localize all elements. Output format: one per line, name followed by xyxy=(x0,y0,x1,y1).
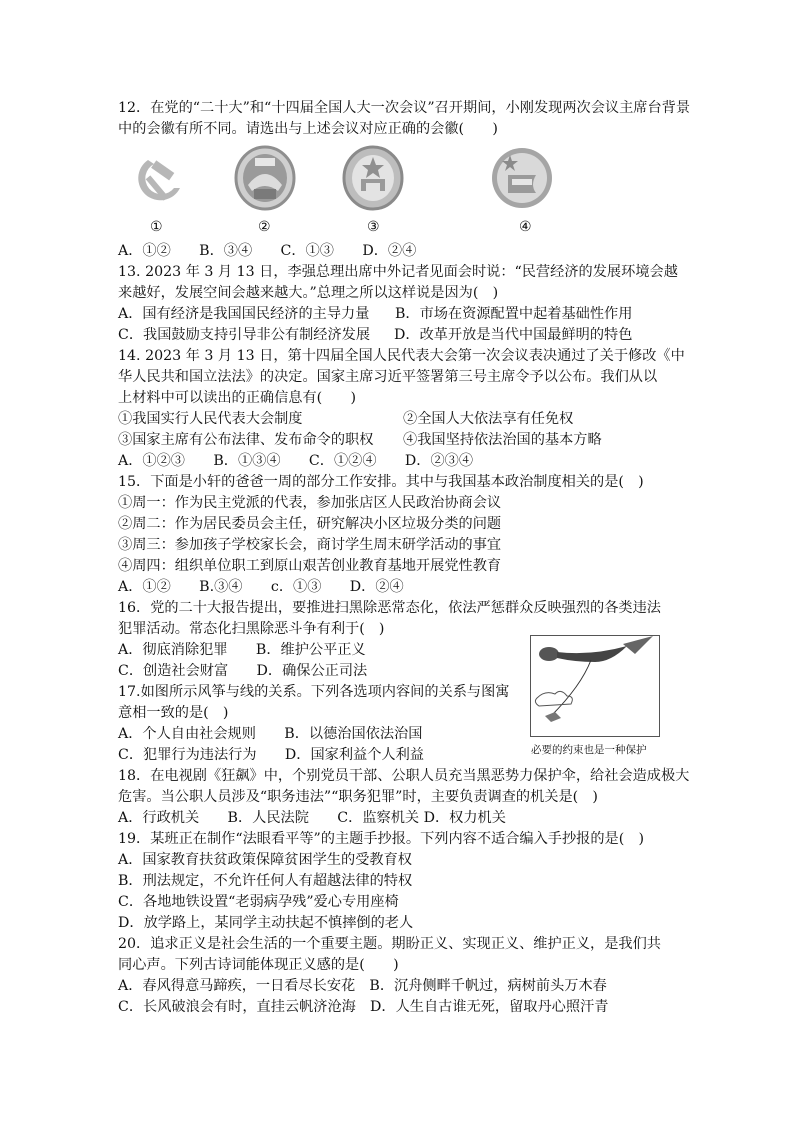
q14-item-2: ②全国人大依法享有任免权 xyxy=(403,411,574,427)
q15-stem: 15．下面是小轩的爸爸一周的部分工作安排。其中与我国基本政治制度相关的是( ) xyxy=(118,474,644,490)
youth-league-emblem-icon xyxy=(490,145,554,211)
q18-stem-line-2: 危害。当公职人员涉及“职务违法”“职务犯罪”时，主要负责调查的机关是( ) xyxy=(118,789,598,805)
q16-stem-line-2: 犯罪活动。常态化扫黑除恶斗争有利于( ) xyxy=(118,621,385,637)
q14-stem-line-1: 14. 2023 年 3 月 13 日，第十四届全国人民代表大会第一次会议表决通过了关于修改《中 xyxy=(118,348,685,364)
q18-stem-line-1: 18．在电视剧《狂飙》中，个别党员干部、公职人员充当黑恶势力保护伞，给社会造成极大 xyxy=(118,768,690,784)
q14-item-1: ①我国实行人民代表大会制度 xyxy=(118,411,303,427)
q18-options: A．行政机关 B．人民法院 C．监察机关 D．权力机关 xyxy=(118,810,506,826)
q15-item-4: ④周四：组织单位职工到原山艰苦创业教育基地开展党性教育 xyxy=(118,558,502,574)
q14-item-3: ③国家主席有公布法律、发布命令的职权 xyxy=(118,432,374,448)
q13-stem-line-2: 来越好，发展空间会越来越大。”总理之所以这样说是因为( ) xyxy=(118,285,499,301)
q17-options-ab: A．个人自由社会规则 B．以德治国依法治国 xyxy=(118,726,423,742)
q19-option-d: D．放学路上，某同学主动扶起不慎摔倒的老人 xyxy=(118,915,414,931)
q12-options: A．①② B．③④ C．①③ D．②④ xyxy=(118,243,417,259)
q16-options-cd: C．创造社会财富 D．确保公正司法 xyxy=(118,663,368,679)
cartoon-caption: 必要的约束也是一种保护 xyxy=(531,744,647,756)
emblem-label-2: ② xyxy=(258,219,271,235)
q20-stem-line-2: 同心声。下列古诗词能体现正义感的是( ) xyxy=(118,957,399,973)
q19-option-a: A．国家教育扶贫政策保障贫困学生的受教育权 xyxy=(118,852,412,868)
q17-stem-line-1: 17.如图所示风筝与线的关系。下列各选项内容间的关系与图寓 xyxy=(118,684,510,700)
q20-stem-line-1: 20．追求正义是社会生活的一个重要主题。期盼正义、实现正义、维护正义，是我们共 xyxy=(118,936,661,952)
q14-options: A．①②③ B．①③④ C．①②④ D．②③④ xyxy=(118,453,474,469)
emblem-label-3: ③ xyxy=(367,219,380,235)
npc-emblem-icon xyxy=(234,145,296,211)
q13-option-c: C．我国鼓励支持引导非公有制经济发展 xyxy=(118,327,371,343)
q12-stem-line-1: 12．在党的“二十大”和“十四届全国人大一次会议”召开期间，小刚发现两次会议主席台背景 xyxy=(118,100,691,116)
q16-options-ab: A．彻底消除犯罪 B．维护公平正义 xyxy=(118,642,366,658)
q13-option-a: A．国有经济是我国国民经济的主导力量 xyxy=(118,306,370,322)
q19-option-c: C．各地地铁设置“老弱病孕残”爱心专用座椅 xyxy=(118,894,399,910)
q15-item-3: ③周三：参加孩子学校家长会，商讨学生周末研学活动的事宜 xyxy=(118,537,502,553)
q13-option-b: B．市场在资源配置中起着基础性作用 xyxy=(395,306,633,322)
emblem-label-4: ④ xyxy=(519,219,532,235)
q17-stem-line-2: 意相一致的是( ) xyxy=(118,705,229,721)
q13-stem-line-1: 13. 2023 年 3 月 13 日，李强总理出席中外记者见面会时说：“民营经济的发展环境会越 xyxy=(118,264,678,280)
national-emblem-icon xyxy=(342,145,404,211)
emblem-label-1: ① xyxy=(150,219,163,235)
q16-stem-line-1: 16．党的二十大报告提出，要推进扫黑除恶常态化，依法严惩群众反映强烈的各类违法 xyxy=(118,600,661,616)
q15-item-1: ①周一：作为民主党派的代表，参加张店区人民政治协商会议 xyxy=(118,495,502,511)
q19-option-b: B．刑法规定，不允许任何人有超越法律的特权 xyxy=(118,873,413,889)
q14-stem-line-3: 上材料中可以读出的正确信息有( ) xyxy=(118,390,357,406)
q15-item-2: ②周二：作为居民委员会主任，研究解决小区垃圾分类的问题 xyxy=(118,516,502,532)
q13-option-d: D．改革开放是当代中国最鲜明的特色 xyxy=(394,327,633,343)
q12-stem-line-2: 中的会徽有所不同。请选出与上述会议对应正确的会徽( ) xyxy=(118,121,498,137)
q14-stem-line-2: 华人民共和国立法法》的决定。国家主席习近平签署第三号主席令予以公布。我们从以 xyxy=(118,369,658,385)
q17-options-cd: C．犯罪行为违法行为 D．国家利益个人利益 xyxy=(118,747,424,763)
q19-stem: 19．某班正在制作“法眼看平等”的主题手抄报。下列内容不适合编入手抄报的是( ) xyxy=(118,831,645,847)
kite-cartoon-image xyxy=(530,635,660,737)
q15-options: A．①② B.③④ c．①③ D．②④ xyxy=(118,579,404,595)
kite-icon xyxy=(531,636,659,736)
party-emblem-icon xyxy=(134,152,186,208)
q14-item-4: ④我国坚持依法治国的基本方略 xyxy=(403,432,602,448)
q20-options-cd: C．长风破浪会有时，直挂云帆济沧海 D．人生自古谁无死，留取丹心照汗青 xyxy=(118,999,609,1015)
q20-options-ab: A．春风得意马蹄疾，一日看尽长安花 B．沉舟侧畔千帆过，病树前头万木春 xyxy=(118,978,607,994)
